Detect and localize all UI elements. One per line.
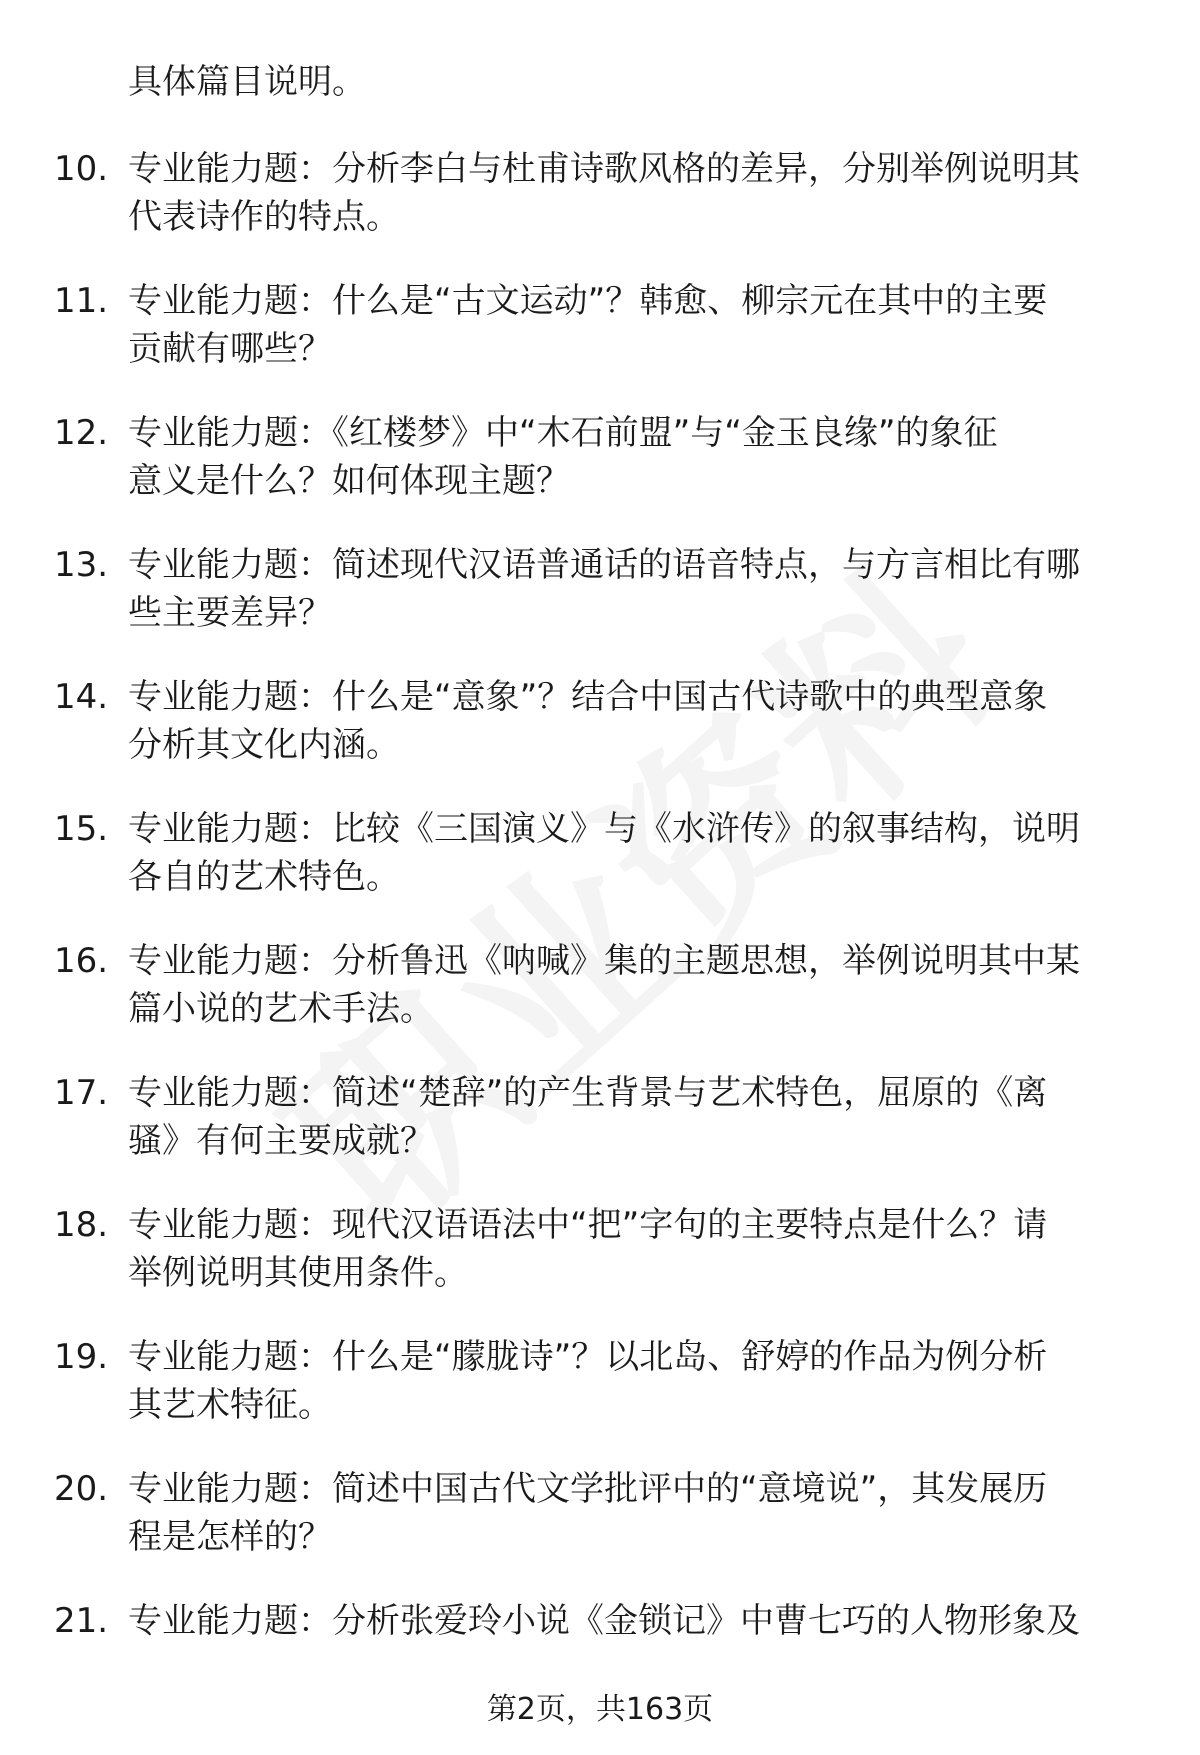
item-text bbox=[128, 1069, 1138, 1165]
list-item bbox=[0, 277, 1200, 409]
item-text-line: 专业能力题：什么是“朦胧诗”？以北岛、舒婷的作品为例分析 bbox=[128, 1337, 1048, 1377]
item-text bbox=[128, 673, 1138, 769]
item-text-line: 专业能力题：什么是“古文运动”？韩愈、柳宗元在其中的主要 bbox=[128, 281, 1048, 321]
item-text-line: 骚》有何主要成就？ bbox=[128, 1121, 434, 1161]
item-text-line: 篇小说的艺术手法。 bbox=[128, 989, 434, 1029]
item-text-line: 专业能力题：分析张爱玲小说《金锁记》中曹七巧的人物形象及 bbox=[128, 1601, 1080, 1641]
item-text-line: 分析其文化内涵。 bbox=[128, 725, 400, 765]
list-item bbox=[0, 1333, 1200, 1465]
item-text-line: 专业能力题：简述“楚辞”的产生背景与艺术特色，屈原的《离 bbox=[128, 1073, 1048, 1113]
item-text-line: 代表诗作的特点。 bbox=[128, 197, 400, 237]
item-text-line: 专业能力题：分析鲁迅《呐喊》集的主题思想，举例说明其中某 bbox=[128, 941, 1080, 981]
list-item bbox=[0, 145, 1200, 277]
item-text-line: 其艺术特征。 bbox=[128, 1385, 332, 1425]
item-number: 15. bbox=[54, 809, 109, 849]
list-item bbox=[0, 541, 1200, 673]
item-text bbox=[128, 409, 1138, 505]
item-number: 17. bbox=[54, 1073, 109, 1113]
item-text-line: 专业能力题：简述中国古代文学批评中的“意境说”，其发展历 bbox=[128, 1469, 1048, 1509]
item-number: 10. bbox=[54, 149, 109, 189]
item-number: 13. bbox=[54, 545, 109, 585]
item-text bbox=[128, 541, 1138, 637]
list-item bbox=[0, 805, 1200, 937]
item-text-line: 些主要差异？ bbox=[128, 593, 332, 633]
item-number: 21. bbox=[54, 1601, 109, 1641]
list-item bbox=[0, 1201, 1200, 1333]
item-number: 12. bbox=[54, 413, 109, 453]
list-item bbox=[0, 409, 1200, 541]
item-text bbox=[128, 1465, 1138, 1561]
item-text-line: 专业能力题：分析李白与杜甫诗歌风格的差异，分别举例说明其 bbox=[128, 149, 1080, 189]
list-item bbox=[0, 1069, 1200, 1201]
item-text bbox=[128, 1333, 1138, 1429]
item-number: 19. bbox=[54, 1337, 109, 1377]
item-text bbox=[128, 1597, 1138, 1645]
item-text-line: 专业能力题：《红楼梦》中“木石前盟”与“金玉良缘”的象征 bbox=[128, 413, 998, 453]
item-text-line: 专业能力题：简述现代汉语普通话的语音特点，与方言相比有哪 bbox=[128, 545, 1080, 585]
item-text bbox=[128, 805, 1138, 901]
item-text bbox=[128, 145, 1138, 241]
item-text bbox=[128, 937, 1138, 1033]
list-item bbox=[0, 937, 1200, 1069]
continuation-text: 具体篇目说明。 bbox=[128, 62, 366, 102]
item-text-line: 程是怎样的？ bbox=[128, 1517, 332, 1557]
question-list bbox=[0, 145, 1200, 1729]
item-text-line: 专业能力题：现代汉语语法中“把”字句的主要特点是什么？请 bbox=[128, 1205, 1048, 1245]
page-footer: 第2页，共163页 bbox=[486, 1692, 714, 1727]
item-text-line: 意义是什么？如何体现主题？ bbox=[128, 461, 570, 501]
item-number: 18. bbox=[54, 1205, 109, 1245]
item-text bbox=[128, 1201, 1138, 1297]
item-text bbox=[128, 277, 1138, 373]
item-text-line: 各自的艺术特色。 bbox=[128, 857, 400, 897]
item-text-line: 专业能力题：比较《三国演义》与《水浒传》的叙事结构，说明 bbox=[128, 809, 1080, 849]
item-number: 11. bbox=[54, 281, 109, 321]
item-number: 20. bbox=[54, 1469, 109, 1509]
item-text-line: 举例说明其使用条件。 bbox=[128, 1253, 468, 1293]
item-number: 14. bbox=[54, 677, 109, 717]
item-number: 16. bbox=[54, 941, 109, 981]
list-item bbox=[0, 673, 1200, 805]
item-text-line: 专业能力题：什么是“意象”？结合中国古代诗歌中的典型意象 bbox=[128, 677, 1048, 717]
item-text-line: 贡献有哪些？ bbox=[128, 329, 332, 369]
list-item bbox=[0, 1465, 1200, 1597]
